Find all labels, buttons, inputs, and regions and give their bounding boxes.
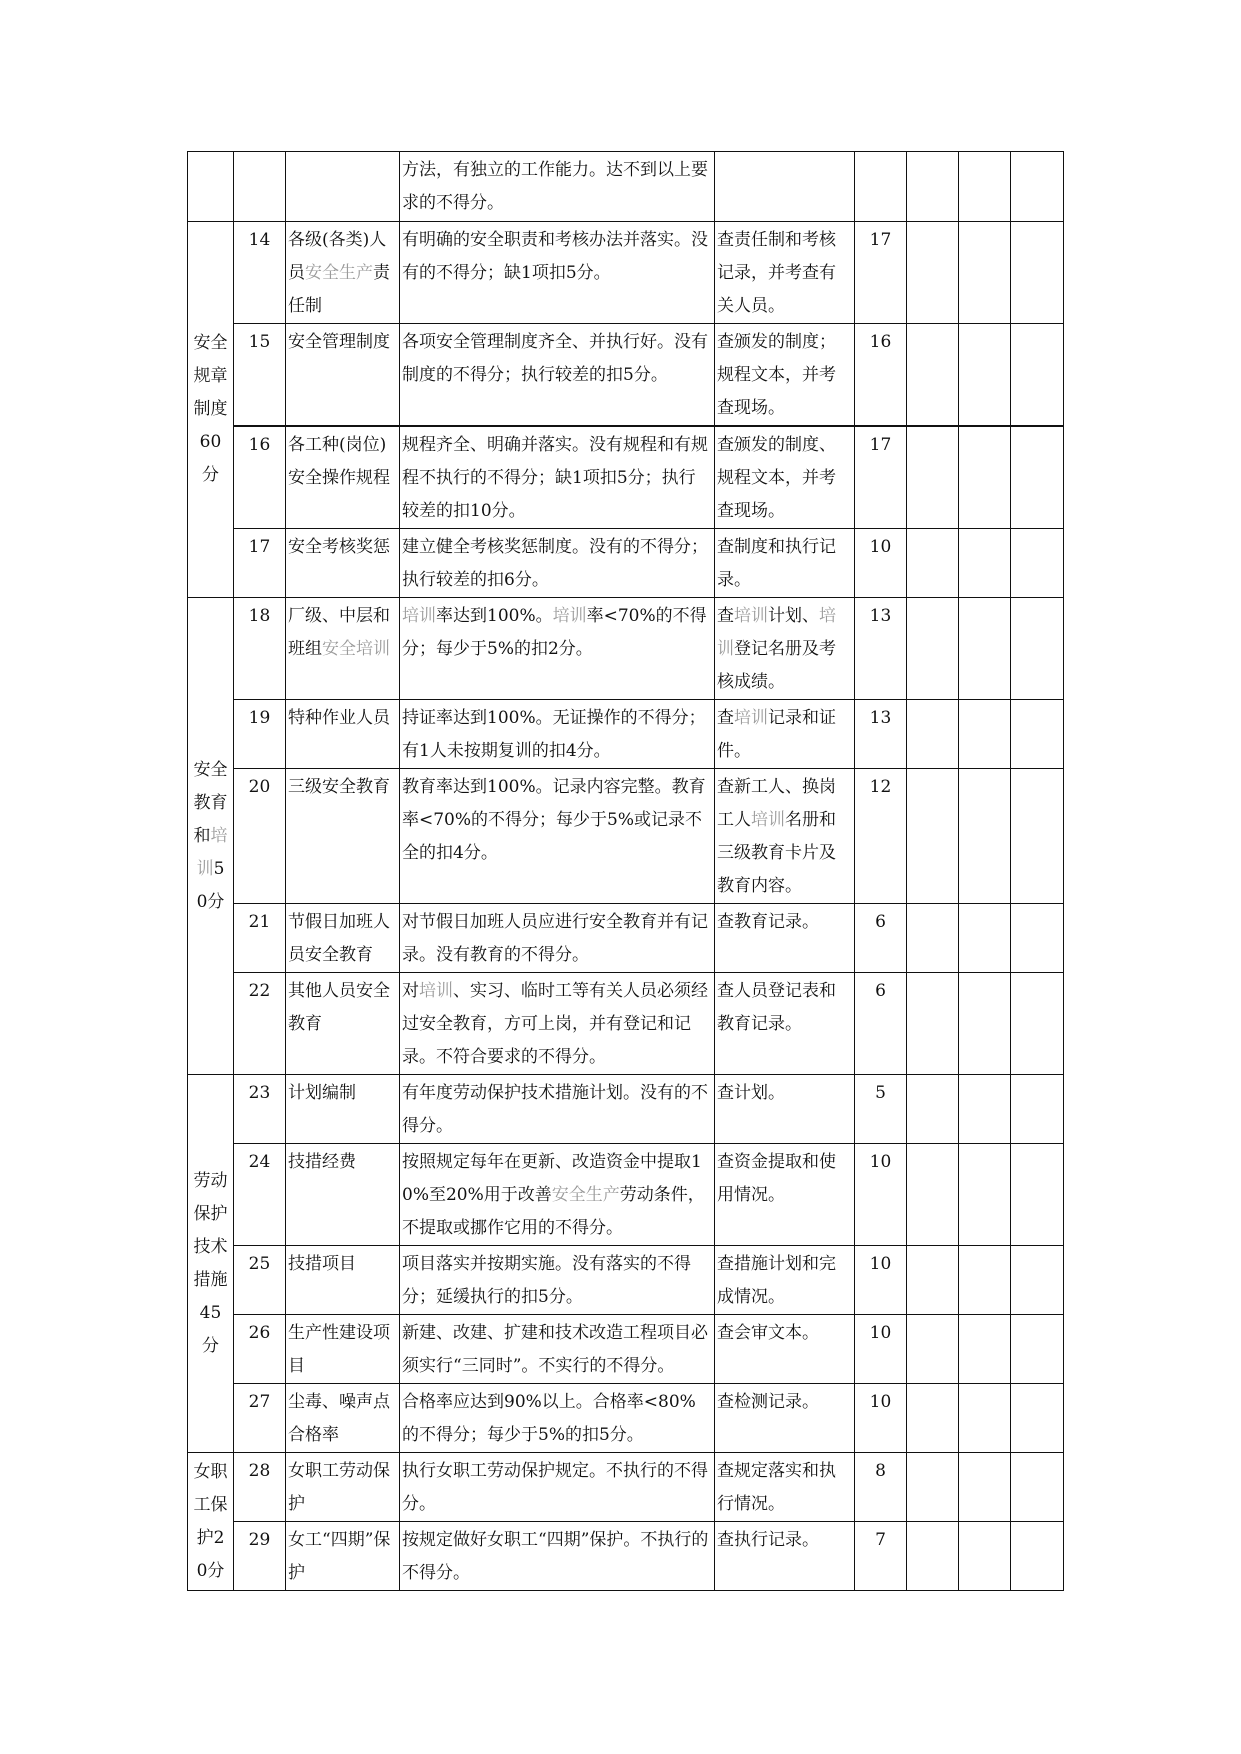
table-row <box>188 1144 1064 1246</box>
item-number: 25 <box>234 1246 286 1315</box>
requirement-text: 持证率达到100%。无证操作的不得分；有1人未按期复训的扣4分。 <box>400 700 715 769</box>
method-part: 查新工人、换岗工人 <box>717 777 836 830</box>
table-row <box>188 973 1064 1075</box>
blank-cell <box>959 598 1011 700</box>
item-name <box>286 598 400 700</box>
item-name: 其他人员安全教育 <box>286 973 400 1075</box>
score-value: 6 <box>855 904 907 973</box>
requirement-text: 建立健全考核奖惩制度。没有的不得分；执行较差的扣6分。 <box>400 529 715 598</box>
item-number: 26 <box>234 1315 286 1384</box>
blank-cell <box>959 426 1011 529</box>
item-name: 生产性建设项目 <box>286 1315 400 1384</box>
check-method <box>715 598 855 700</box>
item-name-gray: 安全培训 <box>322 639 390 659</box>
item-number: 19 <box>234 700 286 769</box>
item-number <box>234 152 286 222</box>
safety-score-table <box>187 151 1064 1591</box>
item-number: 16 <box>234 426 286 529</box>
item-number: 14 <box>234 222 286 324</box>
table-row <box>188 1522 1064 1591</box>
requirement-text: 项目落实并按期实施。没有落实的不得分；延缓执行的扣5分。 <box>400 1246 715 1315</box>
req-gray: 培训 <box>552 606 587 626</box>
requirement-text: 有明确的安全职责和考核办法并落实。没有的不得分；缺1项扣5分。 <box>400 222 715 324</box>
blank-cell <box>959 973 1011 1075</box>
requirement-text: 规程齐全、明确并落实。没有规程和有规程不执行的不得分；缺1项扣5分；执行较差的扣10分。 <box>400 426 715 529</box>
check-method: 查颁发的制度、规程文本，并考查现场。 <box>715 426 855 529</box>
item-number: 23 <box>234 1075 286 1144</box>
blank-cell <box>959 769 1011 904</box>
req-part: 率达到100%。 <box>436 606 553 626</box>
item-number: 18 <box>234 598 286 700</box>
method-part: 计划、 <box>768 606 819 626</box>
check-method <box>715 700 855 769</box>
table-row <box>188 700 1064 769</box>
item-number: 21 <box>234 904 286 973</box>
blank-cell <box>907 426 959 529</box>
score-value: 17 <box>855 222 907 324</box>
requirement-text: 有年度劳动保护技术措施计划。没有的不得分。 <box>400 1075 715 1144</box>
item-name: 安全考核奖惩 <box>286 529 400 598</box>
item-name-part: 各级(各类)人员 <box>288 230 387 283</box>
req-part: 对 <box>402 981 419 1001</box>
blank-cell <box>959 324 1011 427</box>
blank-cell <box>959 1144 1011 1246</box>
blank-cell <box>1011 598 1064 700</box>
check-method <box>715 769 855 904</box>
table-row <box>188 426 1064 529</box>
score-value: 10 <box>855 1384 907 1453</box>
item-name: 女工“四期”保护 <box>286 1522 400 1591</box>
method-gray: 培训 <box>717 606 836 659</box>
blank-cell <box>1011 426 1064 529</box>
category-part: 安全教育和 <box>193 759 228 846</box>
blank-cell <box>1011 1453 1064 1522</box>
method-part: 名册和三级教育卡片及教育内容。 <box>717 810 836 896</box>
item-name: 三级安全教育 <box>286 769 400 904</box>
requirement-text: 对节假日加班人员应进行安全教育并有记录。没有教育的不得分。 <box>400 904 715 973</box>
check-method: 查颁发的制度；规程文本，并考查现场。 <box>715 324 855 427</box>
item-name: 特种作业人员 <box>286 700 400 769</box>
check-method: 查教育记录。 <box>715 904 855 973</box>
item-number: 27 <box>234 1384 286 1453</box>
check-method: 查检测记录。 <box>715 1384 855 1453</box>
method-part: 查 <box>717 606 734 626</box>
check-method: 查制度和执行记录。 <box>715 529 855 598</box>
requirement-text <box>400 973 715 1075</box>
score-value: 12 <box>855 769 907 904</box>
blank-cell <box>907 1384 959 1453</box>
item-name <box>286 152 400 222</box>
score-value: 10 <box>855 529 907 598</box>
category-rules: 安全规章制度60分 <box>188 222 234 598</box>
score-value: 10 <box>855 1144 907 1246</box>
category-tech: 劳动保护技术措施45分 <box>188 1075 234 1453</box>
score-value: 10 <box>855 1246 907 1315</box>
blank-cell <box>1011 529 1064 598</box>
blank-cell <box>907 1453 959 1522</box>
check-method: 查会审文本。 <box>715 1315 855 1384</box>
table-row <box>188 1453 1064 1522</box>
blank-cell <box>1011 1246 1064 1315</box>
score-value: 10 <box>855 1315 907 1384</box>
score-value: 13 <box>855 598 907 700</box>
check-method: 查资金提取和使用情况。 <box>715 1144 855 1246</box>
blank-cell <box>959 1075 1011 1144</box>
check-method: 查责任制和考核记录，并考查有关人员。 <box>715 222 855 324</box>
blank-cell <box>907 904 959 973</box>
blank-cell <box>959 1315 1011 1384</box>
req-part: 按照规定每年在更新、改造资金中提取10%至20%用于改善 <box>402 1152 702 1205</box>
requirement-text: 按规定做好女职工“四期”保护。不执行的不得分。 <box>400 1522 715 1591</box>
category-cell <box>188 152 234 222</box>
requirement-text: 方法，有独立的工作能力。达不到以上要求的不得分。 <box>400 152 715 222</box>
blank-cell <box>959 1246 1011 1315</box>
check-method: 查执行记录。 <box>715 1522 855 1591</box>
req-part: 劳动条件，不提取或挪作它用的不得分。 <box>402 1185 705 1238</box>
blank-cell <box>907 1315 959 1384</box>
table-row <box>188 529 1064 598</box>
blank-cell <box>907 598 959 700</box>
blank-cell <box>907 1522 959 1591</box>
table-row <box>188 1246 1064 1315</box>
item-name: 安全管理制度 <box>286 324 400 427</box>
check-method: 查计划。 <box>715 1075 855 1144</box>
item-name: 技措经费 <box>286 1144 400 1246</box>
blank-cell <box>907 1144 959 1246</box>
blank-cell <box>907 222 959 324</box>
score-value: 17 <box>855 426 907 529</box>
score-value: 7 <box>855 1522 907 1591</box>
blank-cell <box>1011 324 1064 427</box>
item-name <box>286 222 400 324</box>
score-value: 13 <box>855 700 907 769</box>
requirement-text: 教育率达到100%。记录内容完整。教育率<70%的不得分；每少于5%或记录不全的扣4分。 <box>400 769 715 904</box>
requirement-text: 执行女职工劳动保护规定。不执行的不得分。 <box>400 1453 715 1522</box>
item-name-gray: 安全生产 <box>305 263 373 283</box>
requirement-text <box>400 1144 715 1246</box>
blank-cell <box>959 152 1011 222</box>
item-name: 技措项目 <box>286 1246 400 1315</box>
check-method <box>715 152 855 222</box>
score-value: 8 <box>855 1453 907 1522</box>
item-name-part: 责任制 <box>288 263 390 316</box>
blank-cell <box>1011 904 1064 973</box>
method-gray: 培训 <box>734 708 768 728</box>
category-training <box>188 598 234 1075</box>
item-number: 20 <box>234 769 286 904</box>
blank-cell <box>1011 152 1064 222</box>
blank-cell <box>907 152 959 222</box>
item-name: 各工种(岗位)安全操作规程 <box>286 426 400 529</box>
item-number: 24 <box>234 1144 286 1246</box>
blank-cell <box>959 529 1011 598</box>
table-row <box>188 222 1064 324</box>
blank-cell <box>1011 973 1064 1075</box>
blank-cell <box>959 1384 1011 1453</box>
category-part: 50分 <box>196 858 225 912</box>
item-name: 节假日加班人员安全教育 <box>286 904 400 973</box>
item-name-part: 厂级、中层和班组 <box>288 606 390 659</box>
check-method: 查人员登记表和教育记录。 <box>715 973 855 1075</box>
req-gray: 培训 <box>402 606 436 626</box>
blank-cell <box>1011 1315 1064 1384</box>
blank-cell <box>1011 1384 1064 1453</box>
req-part: 率<70%的不得分；每少于5%的扣2分。 <box>402 606 707 659</box>
table-row <box>188 598 1064 700</box>
blank-cell <box>959 222 1011 324</box>
table-row <box>188 324 1064 427</box>
check-method: 查规定落实和执行情况。 <box>715 1453 855 1522</box>
blank-cell <box>1011 222 1064 324</box>
score-value: 6 <box>855 973 907 1075</box>
item-number: 29 <box>234 1522 286 1591</box>
blank-cell <box>959 700 1011 769</box>
requirement-text: 新建、改建、扩建和技术改造工程项目必须实行“三同时”。不实行的不得分。 <box>400 1315 715 1384</box>
item-name: 尘毒、噪声点合格率 <box>286 1384 400 1453</box>
requirement-text: 合格率应达到90%以上。合格率<80%的不得分；每少于5%的扣5分。 <box>400 1384 715 1453</box>
req-part: 、实习、临时工等有关人员必须经过安全教育，方可上岗，并有登记和记录。不符合要求的不得分。 <box>402 981 708 1067</box>
table-row <box>188 1384 1064 1453</box>
method-part: 记录和证件。 <box>717 708 836 761</box>
blank-cell <box>1011 769 1064 904</box>
blank-cell <box>959 904 1011 973</box>
blank-cell <box>907 1075 959 1144</box>
score-value: 5 <box>855 1075 907 1144</box>
table-row <box>188 1315 1064 1384</box>
item-name: 女职工劳动保护 <box>286 1453 400 1522</box>
category-gray: 培训 <box>196 825 228 879</box>
blank-cell <box>907 324 959 427</box>
req-gray: 培训 <box>419 981 453 1001</box>
item-number: 17 <box>234 529 286 598</box>
method-part: 查 <box>717 708 734 728</box>
blank-cell <box>907 973 959 1075</box>
blank-cell <box>1011 700 1064 769</box>
item-number: 22 <box>234 973 286 1075</box>
category-women: 女职工保护20分 <box>188 1453 234 1591</box>
method-gray: 培训 <box>734 606 768 626</box>
table-row <box>188 1075 1064 1144</box>
blank-cell <box>907 769 959 904</box>
item-number: 15 <box>234 324 286 427</box>
method-gray: 培训 <box>751 810 785 830</box>
blank-cell <box>1011 1075 1064 1144</box>
blank-cell <box>959 1522 1011 1591</box>
method-part: 登记名册及考核成绩。 <box>717 639 836 692</box>
table-row <box>188 769 1064 904</box>
check-method: 查措施计划和完成情况。 <box>715 1246 855 1315</box>
blank-cell <box>907 1246 959 1315</box>
blank-cell <box>1011 1144 1064 1246</box>
blank-cell <box>959 1453 1011 1522</box>
score-value <box>855 152 907 222</box>
blank-cell <box>907 700 959 769</box>
item-name: 计划编制 <box>286 1075 400 1144</box>
requirement-text: 各项安全管理制度齐全、并执行好。没有制度的不得分；执行较差的扣5分。 <box>400 324 715 427</box>
blank-cell <box>1011 1522 1064 1591</box>
score-value: 16 <box>855 324 907 427</box>
requirement-text <box>400 598 715 700</box>
table-row <box>188 904 1064 973</box>
item-number: 28 <box>234 1453 286 1522</box>
req-gray: 安全生产 <box>551 1185 620 1205</box>
table-row <box>188 152 1064 222</box>
blank-cell <box>907 529 959 598</box>
